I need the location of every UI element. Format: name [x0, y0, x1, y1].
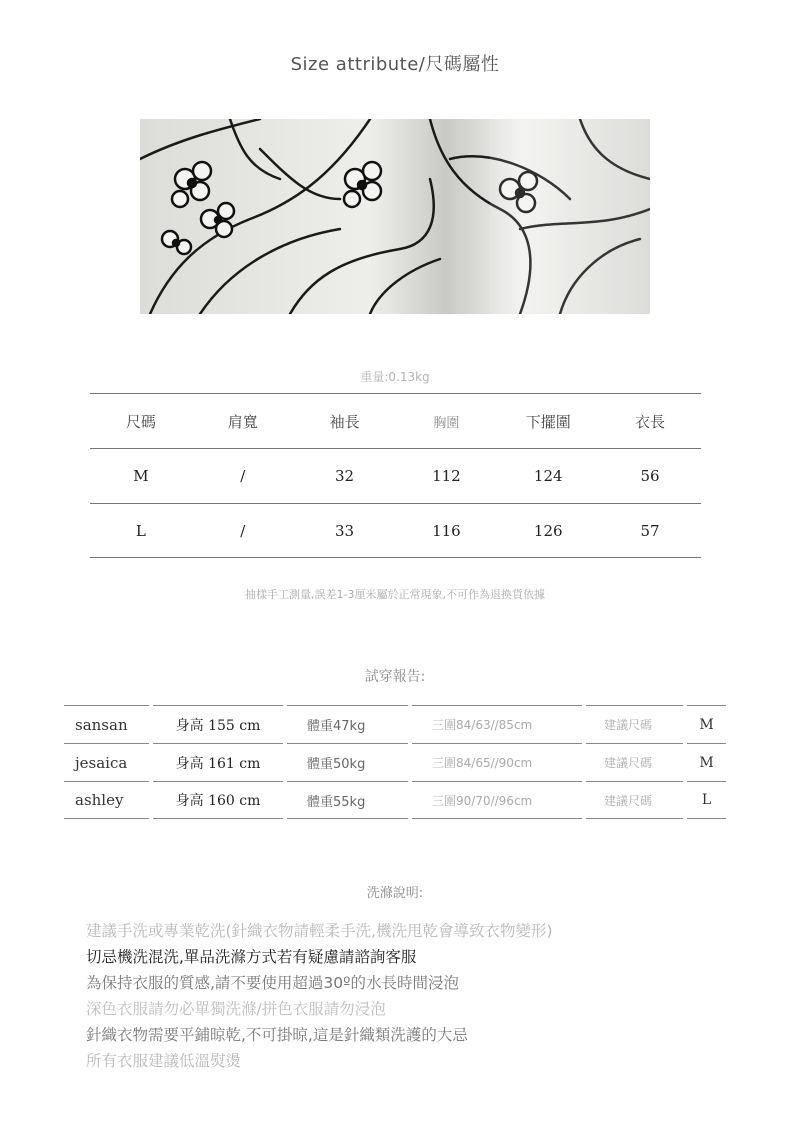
cell-length: 56 — [640, 467, 660, 485]
header-shoulder: 肩寬 — [227, 412, 258, 431]
table-row — [90, 503, 701, 558]
header-hem: 下擺圍 — [525, 412, 571, 431]
cell-chest: 112 — [432, 467, 461, 485]
table-row — [64, 781, 726, 819]
header-sleeve: 袖長 — [329, 412, 360, 431]
cell-chest: 116 — [432, 521, 461, 540]
list-item: 深色衣服請勿必單獨洗滌/拼色衣服請勿浸泡 — [86, 1000, 386, 1018]
cell-size: M — [133, 467, 149, 485]
list-item: 建議手洗或專業乾洗(針織衣物請輕柔手洗,機洗甩乾會導致衣物變形) — [86, 922, 553, 940]
cell-sleeve: 33 — [335, 521, 355, 540]
measurement-note: 抽樣手工測量,誤差1-3厘米屬於正常現象,不可作為退換貨依據 — [245, 588, 545, 601]
model-name: jesaica — [64, 743, 149, 781]
list-item: 為保持衣服的質感,請不要使用超過30º的水長時間浸泡 — [86, 974, 459, 992]
cell-hem: 124 — [533, 467, 563, 485]
table-row — [90, 448, 701, 503]
recommended-size: L — [687, 781, 726, 819]
cell-size: L — [135, 521, 146, 540]
table-row — [64, 743, 726, 781]
cell-shoulder: / — [240, 521, 246, 540]
size-table-header — [90, 393, 701, 448]
recommended-size: M — [687, 743, 726, 781]
model-measurements: 三圍84/65//90cm — [412, 743, 582, 781]
weight-label: 重量:0.13kg — [360, 370, 430, 384]
model-name: sansan — [64, 705, 149, 743]
fitting-report-table — [64, 705, 726, 819]
cell-length: 57 — [640, 521, 660, 540]
floral-fabric-image — [140, 119, 650, 314]
cell-sleeve: 32 — [335, 467, 355, 485]
recommended-size-label: 建議尺碼 — [586, 705, 683, 743]
recommended-size-label: 建議尺碼 — [586, 781, 683, 819]
cell-shoulder: / — [240, 467, 246, 485]
model-measurements: 三圍84/63//85cm — [412, 705, 582, 743]
header-chest: 胸圍 — [433, 415, 460, 431]
list-item: 所有衣服建議低溫熨燙 — [86, 1052, 242, 1070]
fabric-photo — [140, 119, 650, 314]
cell-hem: 126 — [533, 521, 563, 540]
recommended-size: M — [687, 705, 726, 743]
model-weight: 體重50kg — [287, 743, 408, 781]
care-instructions-list — [86, 920, 726, 1076]
page-title: Size attribute/尺碼屬性 — [290, 54, 500, 75]
model-weight: 體重55kg — [287, 781, 408, 819]
model-name: ashley — [64, 781, 149, 819]
model-weight: 體重47kg — [287, 705, 408, 743]
model-height: 身高 160 cm — [153, 781, 283, 819]
size-table — [90, 393, 701, 558]
fitting-report-title: 試穿報告: — [364, 669, 426, 685]
list-item: 切忌機洗混洗,單品洗滌方式若有疑慮請諮詢客服 — [86, 948, 417, 966]
care-instructions-title: 洗滌說明: — [366, 886, 424, 901]
model-height: 身高 161 cm — [153, 743, 283, 781]
list-item: 針織衣物需要平鋪晾乾,不可掛晾,這是針織類洗護的大忌 — [86, 1026, 468, 1044]
table-row — [64, 705, 726, 743]
header-length: 衣長 — [635, 412, 666, 431]
recommended-size-label: 建議尺碼 — [586, 743, 683, 781]
header-size: 尺碼 — [125, 412, 156, 431]
model-measurements: 三圍90/70//96cm — [412, 781, 582, 819]
model-height: 身高 155 cm — [153, 705, 283, 743]
